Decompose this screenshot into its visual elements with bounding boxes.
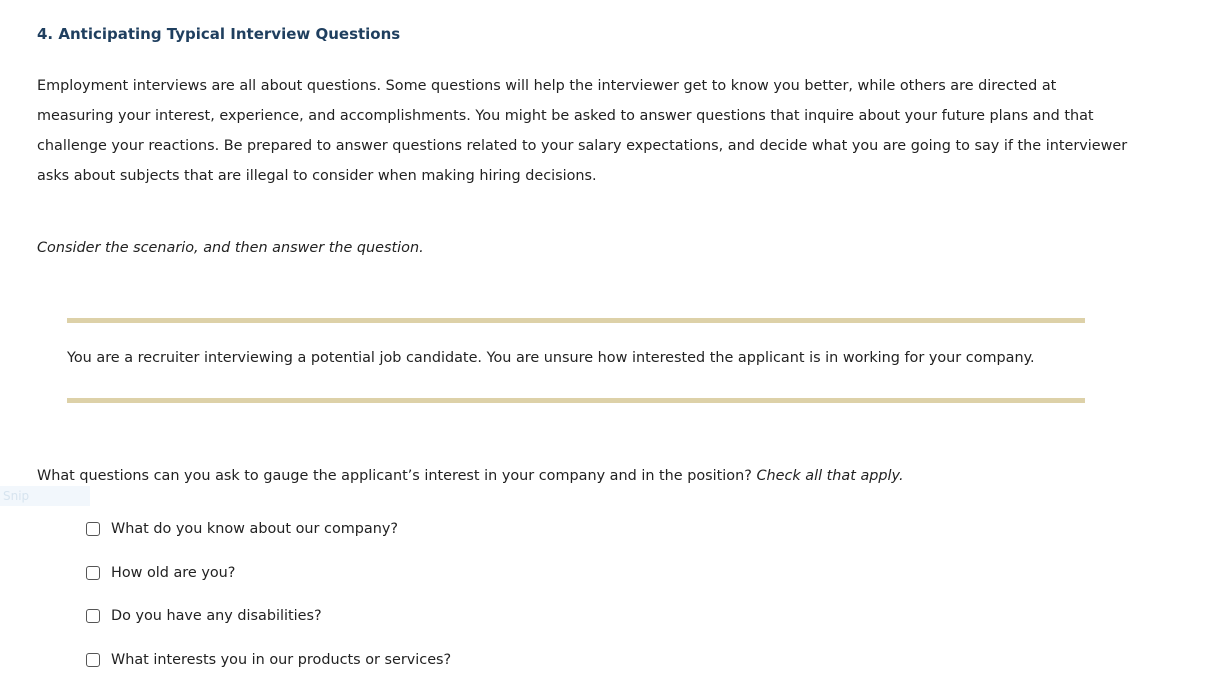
answer-option[interactable]	[86, 518, 398, 540]
checkbox[interactable]	[86, 522, 100, 536]
checkbox[interactable]	[86, 609, 100, 623]
instruction-text: Consider the scenario, and then answer the question.	[37, 240, 424, 256]
scenario-text: You are a recruiter interviewing a potential job candidate. You are unsure how interested the applicant is in working for your company.	[67, 350, 1035, 366]
scenario-bottom-divider	[67, 398, 1085, 403]
intro-line: challenge your reactions. Be prepared to answer questions related to your salary expectations, and decide what you are going to say if the interviewer	[37, 138, 1128, 154]
option-label[interactable]: What interests you in our products or services?	[111, 652, 452, 668]
intro-line: Employment interviews are all about questions. Some questions will help the interviewer get to know you better, while others are directed at	[37, 78, 1057, 94]
checkbox[interactable]	[86, 653, 100, 667]
intro-line: asks about subjects that are illegal to consider when making hiring decisions.	[37, 168, 597, 184]
answer-option[interactable]	[86, 649, 451, 671]
answer-option[interactable]	[86, 562, 235, 584]
option-label[interactable]: How old are you?	[111, 565, 236, 581]
answer-option[interactable]	[86, 605, 322, 627]
section-title: 4. Anticipating Typical Interview Questions	[37, 25, 401, 43]
question-text: What questions can you ask to gauge the applicant’s interest in your company and in the position?	[37, 468, 752, 484]
question-hint: Check all that apply.	[756, 468, 904, 484]
checkbox[interactable]	[86, 566, 100, 580]
intro-line: measuring your interest, experience, and accomplishments. You might be asked to answer questions that inquire about your future plans and that	[37, 108, 1094, 124]
scenario-top-divider	[67, 318, 1085, 323]
option-label[interactable]: What do you know about our company?	[111, 521, 398, 537]
scenario-box	[67, 318, 1085, 403]
question-prompt	[37, 468, 904, 484]
intro-paragraph	[37, 71, 1187, 191]
snip-overlay-label: Snip	[0, 486, 90, 506]
option-label[interactable]: Do you have any disabilities?	[111, 608, 322, 624]
